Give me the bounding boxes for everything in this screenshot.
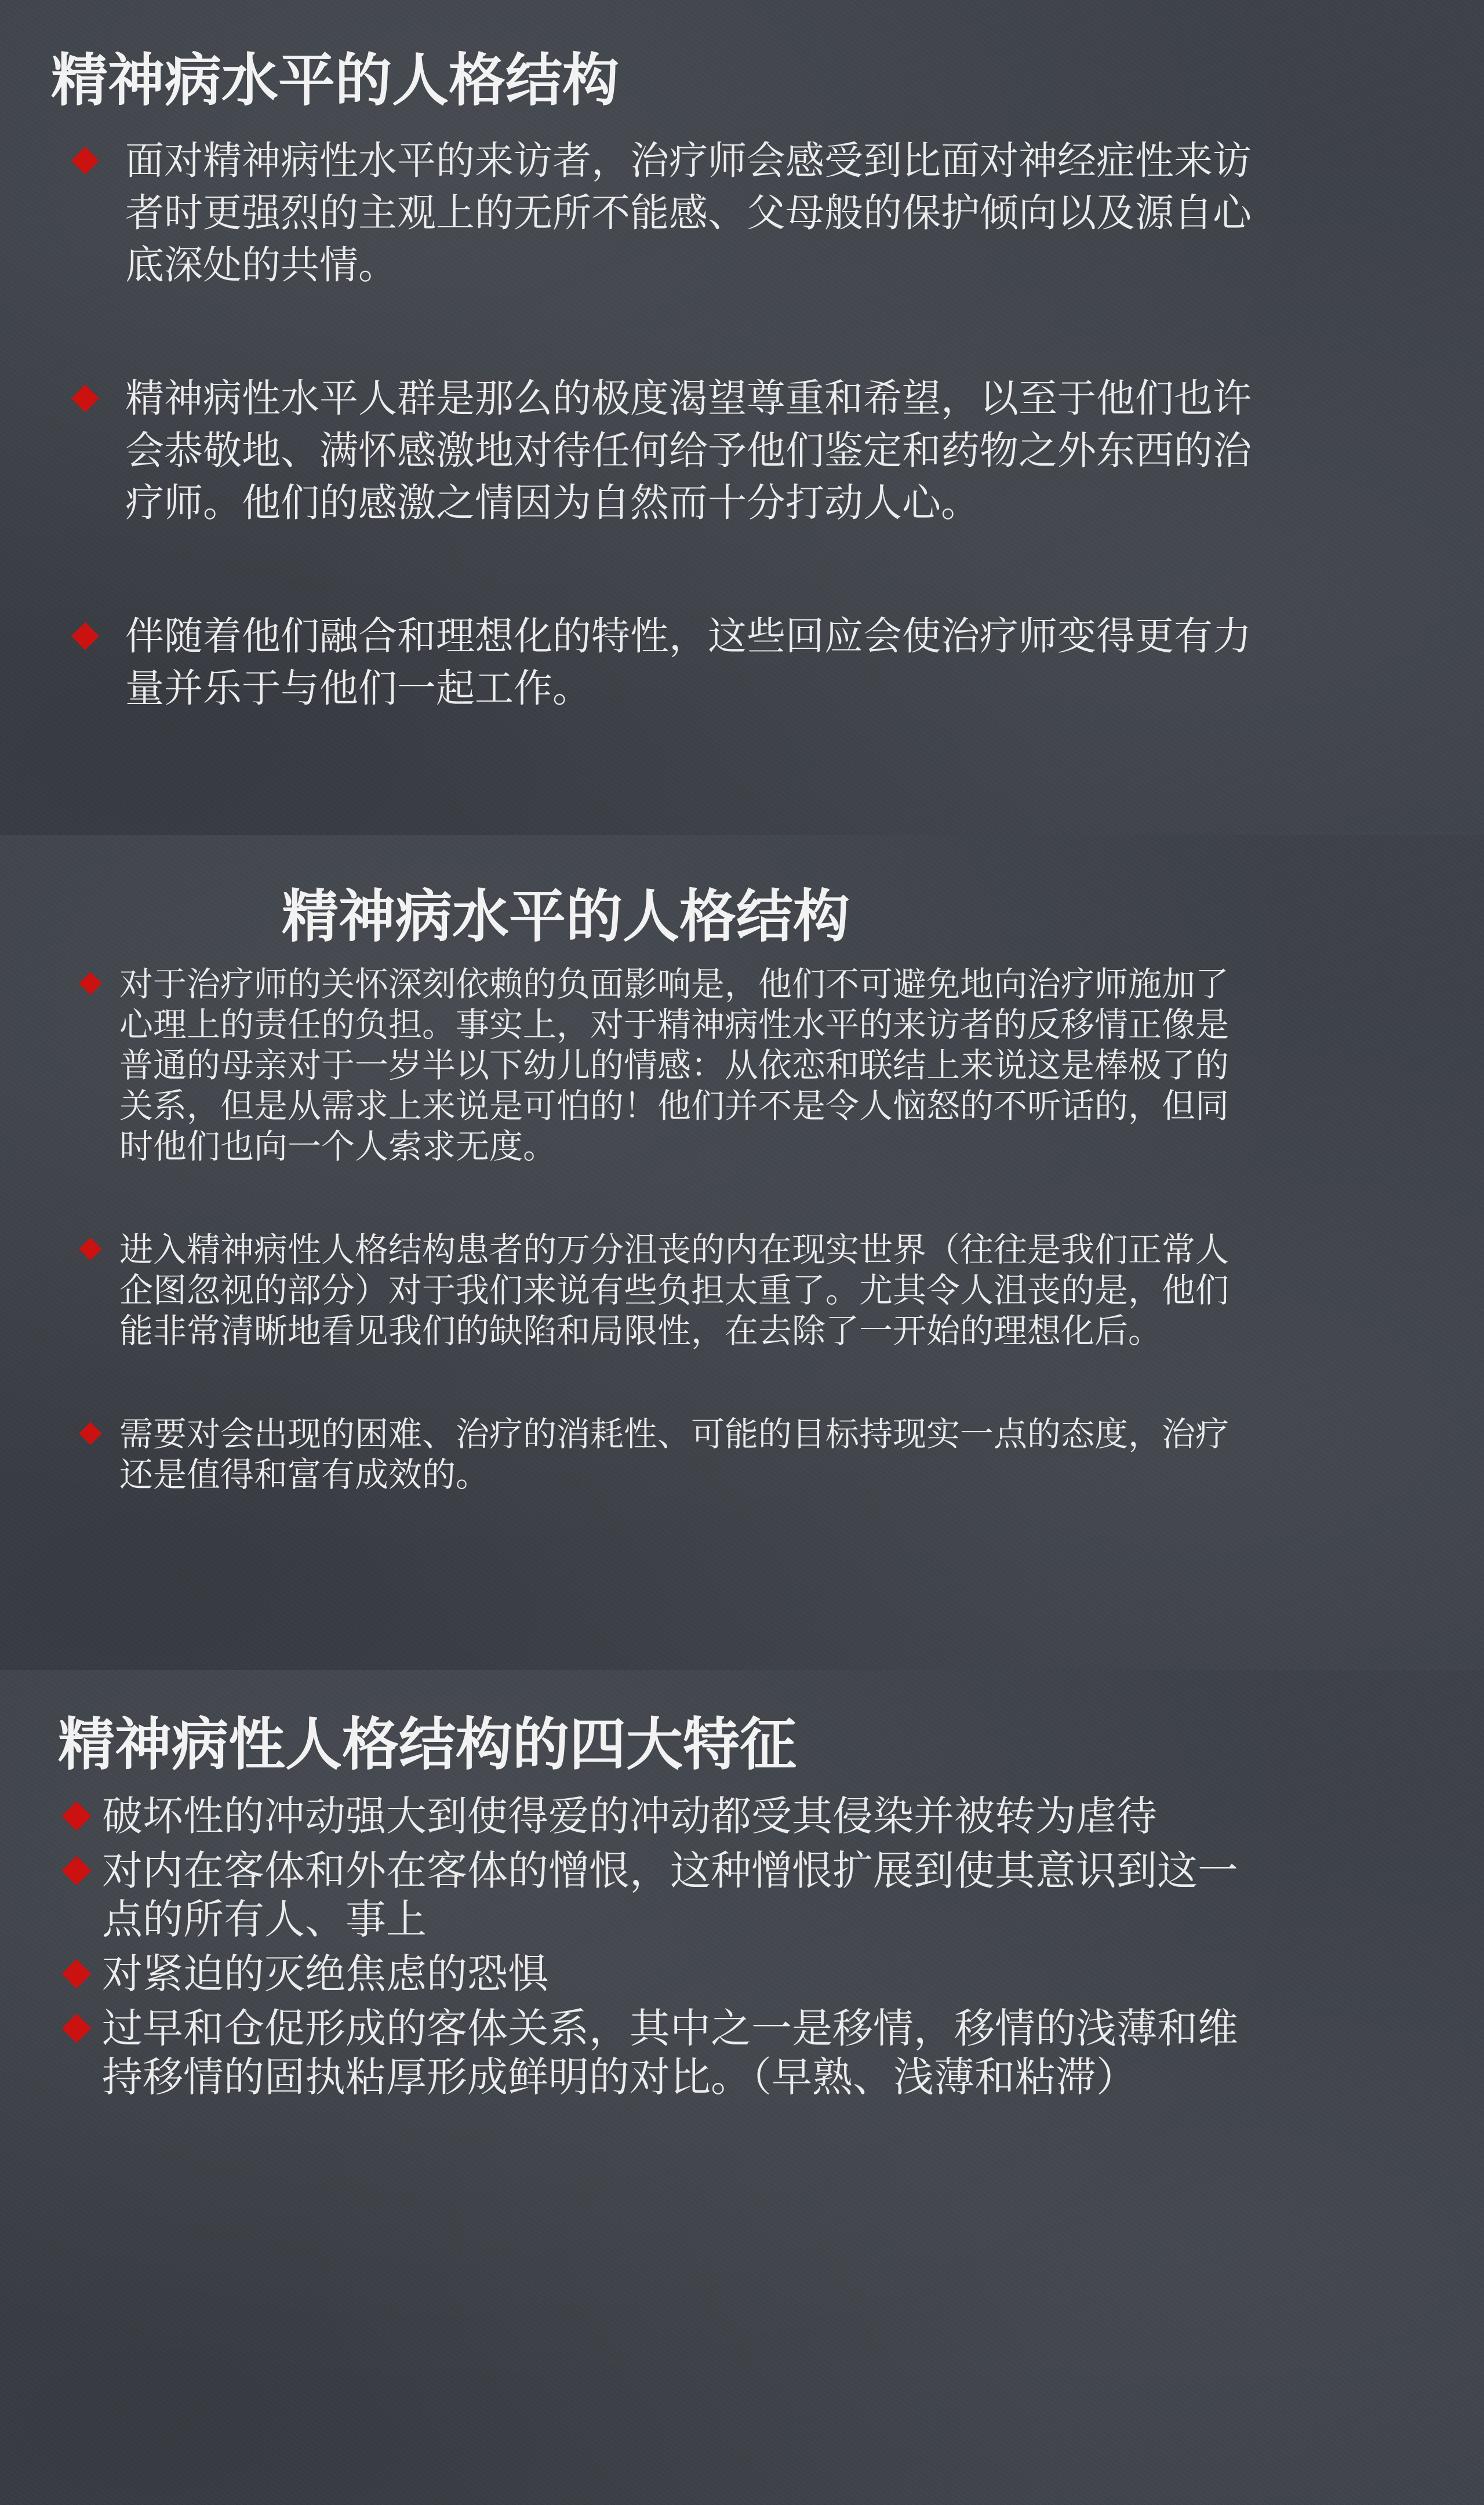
bullet-text: 过早和仓促形成的客体关系，其中之一是移情，移情的浅薄和维持移情的固执粘厚形成鲜明的对比。（早熟、浅薄和粘滞） (102, 2005, 1238, 2101)
bullet-list (77, 964, 1253, 1558)
bullet-text: 对内在客体和外在客体的憎恨，这种憎恨扩展到使其意识到这一点的所有人、事上 (102, 1847, 1238, 1943)
slide-3 (0, 1670, 1484, 2505)
bullet-text: 精神病性水平人群是那么的极度渴望尊重和希望，以至于他们也许会恭敬地、满怀感激地对待任何给予他们鉴定和药物之外东西的治疗师。他们的感激之情因为自然而十分打动人心。 (125, 376, 1252, 525)
bullet-text: 面对精神病性水平的来访者，治疗师会感受到比面对神经症性来访者时更强烈的主观上的无所不能感、父母般的保护倾向以及源自心底深处的共情。 (125, 138, 1252, 288)
bullet-item (68, 135, 1263, 291)
red-diamond-icon (62, 1959, 92, 1989)
red-diamond-icon (79, 972, 102, 995)
bullet-text: 需要对会出现的困难、治疗的消耗性、可能的目标持现实一点的态度，治疗还是值得和富有成效的。 (119, 1414, 1230, 1494)
slide-2 (0, 835, 1484, 1670)
red-diamond-icon (71, 622, 99, 650)
bullet-item (77, 964, 1253, 1167)
bullet-item (61, 2004, 1261, 2101)
red-diamond-icon (71, 147, 99, 175)
bullet-item (61, 1792, 1261, 1840)
slide-title: 精神病水平的人格结构 (51, 48, 620, 114)
bullet-list (61, 1792, 1261, 2107)
bullet-text: 破坏性的冲动强大到使得爱的冲动都受其侵染并被转为虐待 (102, 1792, 1157, 1840)
bullet-text: 对紧迫的灭绝焦虑的恐惧 (102, 1950, 548, 1998)
slide-title: 精神病水平的人格结构 (282, 884, 850, 950)
bullet-item (68, 610, 1263, 714)
red-diamond-icon (79, 1237, 102, 1261)
red-diamond-icon (62, 2014, 92, 2043)
red-diamond-icon (62, 1856, 92, 1886)
red-diamond-icon (71, 384, 99, 412)
bullet-item (61, 1846, 1261, 1944)
bullet-item (77, 1414, 1253, 1495)
bullet-item (61, 1949, 1261, 1998)
red-diamond-icon (79, 1422, 102, 1445)
bullet-text: 伴随着他们融合和理想化的特性，这些回应会使治疗师变得更有力量并乐于与他们一起工作。 (125, 613, 1252, 711)
bullet-list (68, 135, 1263, 796)
red-diamond-icon (62, 1802, 92, 1831)
bullet-text: 对于治疗师的关怀深刻依赖的负面影响是，他们不可避免地向治疗师施加了心理上的责任的负担。事实上，对于精神病性水平的来访者的反移情正像是普通的母亲对于一岁半以下幼儿的情感：从依恋和联结上来说这是棒极了的关系，但是从需求上来说是可怕的！他们并不是令人恼怒的不听话的，但同时他们也向一个人索求无度。 (119, 964, 1230, 1166)
bullet-text: 进入精神病性人格结构患者的万分沮丧的内在现实世界（往往是我们正常人企图忽视的部分）对于我们来说有些负担太重了。尤其令人沮丧的是，他们能非常清晰地看见我们的缺陷和局限性，在去除了一开始的理想化后。 (119, 1230, 1230, 1350)
slide-1 (0, 0, 1484, 835)
bullet-item (68, 372, 1263, 529)
bullet-item (77, 1229, 1253, 1351)
slide-title: 精神病性人格结构的四大特征 (58, 1712, 797, 1778)
